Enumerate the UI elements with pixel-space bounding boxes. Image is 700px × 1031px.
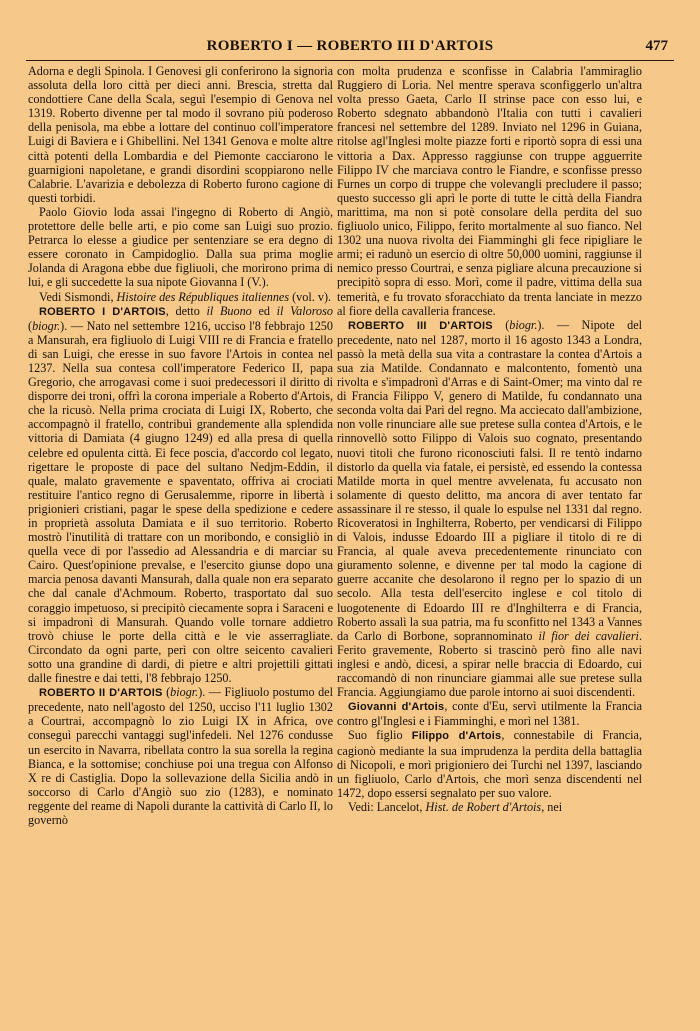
paragraph-paolo-giovio: Paolo Giovio loda assai l'ingegno di Roberto di Angiò, protettore delle belle arti, e pio come san Luigi suo prozio. Petrarca lo elesse a giudice per sentenziare se era degno di essere coronato in Campidoglio. Dalla sua prima moglie Jolanda di Aragona ebbe due figliuoli, che morirono prima di lui, e gli succedette la sua nipote Giovanna I (V.). <box>28 204 333 290</box>
person-name: Giovanni d'Artois <box>348 701 445 714</box>
entry-category: biogr. <box>509 317 538 332</box>
ref-text: , nei <box>541 799 563 814</box>
entry-heading: ROBERTO I D'ARTOIS <box>39 305 166 318</box>
entry-body: ). — Nato nel settembre 1216, ucciso l'8 febbrajo 1250 a Mansurah, era figliuolo di Luigi VIII re di Francia e fratello di san Luigi, che eresse in suo favore l'Artois in contea nel 1237. Nella sua contesa coll'imperatore Federico II, papa Gregorio, che arrogavasi come i suoi predecessori il diritto di disporre dei troni, offrì la corona imperiale a Roberto d'Artois, che la ricusò. Nella prima crociata di Luigi IX, Roberto, che accompagnò il fratello, contribuì grandemente alla splendida vittoria di Damiata (4 giugno 1249) ed alla presa di quella celebre ed opulenta città. Ei fece poscia, d'accordo col legato, rigettare le proposte di pace del sultano Nedjm-Eddin, il quale, malato gravemente e spaventato, offriva ai crociati restituire l'antico regno di Gerusalemme, riporre in libertà i prigionieri cristiani, pagar le spese della spedizione e cedere in proprietà assoluta Damiata e il suo territorio. Roberto mostrò l'inutilità di trattare con un moribondo, e consigliò in quella vece di por l'assedio ad Alessandria e di marciar su Cairo. Quest'opinione prevalse, e l'esercito giunse dopo una marcia penosa davanti Mansurah, dalla quale non era separato che dal canale d'Achmoum. Roberto, trasportato dal suo coraggio impetuoso, si precipitò ciecamente sopra i Saraceni e si impadronì di Mansurah. Quando volle tornare addietro trovò chiuse le porte della città e le vie asserragliate. Circondato da ogni parte, perì con oltre seicento cavalieri sotto una grandine di dardi, di pietre e altri projettili gittati dalle finestre e dai tetti, l'8 febbrajo 1250. <box>28 318 333 686</box>
entry-body: ). — Figliuolo postumo del precedente, nato nell'agosto del 1250, ucciso l'11 luglio 1302 a Courtrai, accompagnò lo zio Luigi IX in Africa, ove conseguì parecchi vantaggi sugl'infedeli. Nel 1276 condusse un esercito in Navarra, ribellata contro la sua sorella la regina Bianca, e la sottomise; conchiuse poi una tregua con Alfonso X re di Castiglia. Dopo la sollevazione della Sicilia andò in soccorso di Carlo d'Angiò suo zio (1283), e nominato reggente del reame di Napoli durante la cattività di Carlo II, lo governò <box>28 685 333 827</box>
entry-body: . Ferito gravemente, Roberto si trascinò però fino alle navi inglesi e andò, dicesi, a spirar nelle braccia di Edoardo, cui raccomandò di non rinunciare giammai alle sue pretese sulla Francia. Aggiungiamo due parole intorno ai suoi discendenti. <box>337 628 642 700</box>
entry-roberto-i-artois <box>28 304 333 686</box>
running-title: ROBERTO I — ROBERTO III D'ARTOIS <box>206 38 494 54</box>
entry-text: ( <box>28 318 33 333</box>
entry-body: ). — Nipote del precedente, nato nel 1287, morto il 16 agosto 1343 a Londra, passò la metà della sua vita a contrastare la contea d'Artois a sua zia Matilde. Condannato e malcontento, fomentò una rivolta e s'impadronì d'Arras e di Saint-Omer; ma vinto dal re di Francia Filippo V, genero di Matilde, fu condannato una seconda volta dai Pari del regno. Ma acciecato dall'ambizione, non volle rinunciare alle sue pretese sulla contea d'Artois, e le rinnovellò sotto Filippo di Valois suo cognato, presentando nuovi titoli che furono riconosciuti falsi. Il re tentò indarno distorlo da quella via fatale, ei persistè, ed essendo la contessa Matilde morta in quel mentre avvelenata, fu accusato non solamente di questo delitto, ma ancora di aver tentato far assassinare il re stesso, il quale lo espulse nel 1331 dal regno. Ricoveratosi in Inghilterra, Roberto, per vendicarsi di Filippo di Valois, indusse Edoardo III a pigliare il titolo di re di Francia, al quale aveva precedentemente rinunciato con giuramento solenne, e divenne per tal modo la cagione di guerre accanite che desolarono il regno per lo spazio di un secolo. Alla testa dell'esercito inglese e col titolo di luogotenente di Edoardo III re d'Inghilterra e di Francia, Roberto assalì la sua patria, ma fu sconfitto nel 1343 a Vannes da Carlo di Borbone, soprannominato <box>337 317 642 643</box>
entry-heading: ROBERTO III D'ARTOIS <box>348 319 493 332</box>
paragraph-text: , conte d'Eu, servì utilmente la Francia contro gl'Inglesi e i Fiamminghi, e morì nel 1381. <box>337 699 642 729</box>
ref-volume: (vol. v). <box>289 289 332 304</box>
ref-title: Hist. de Robert d'Artois <box>425 799 542 814</box>
entry-text: , detto <box>165 303 207 318</box>
entry-roberto-iii-artois <box>337 318 642 700</box>
ref-title: Histoire des Républiques italiennes <box>116 289 290 304</box>
entry-roberto-ii-artois <box>28 685 333 827</box>
entry-text: ed <box>251 303 277 318</box>
paragraph-giovanni-artois <box>337 699 642 728</box>
paragraph-roberto-ii-continued: con molta prudenza e sconfisse in Calabria l'ammiraglio Ruggiero di Loria. Nel mentre sperava sconfiggerlo un'altra volta presso Gaeta, Carlo II strinse pace con esso lui, e Roberto sdegnato abbandonò l'Italia con tutti i cavalieri francesi nel settembre del 1289. Inviato nel 1296 in Guiana, ritolse agl'Inglesi molte piazze forti e riportò sopra di essi una vittoria a Dax. Appresso raggiunse con truppe agguerrite Filippo IV che marciava contro le Fiandre, e sconfisse presso Furnes un corpo di truppe che volevangli precludere il passo; questo successo gli aprì le porte di tutte le città della Fiandra marittima, ma non si potè consolare della perdita del suo figliuolo unico, Filippo, ferito mortalmente al suo fianco. Nel 1302 una nuova rivolta dei Fiamminghi gli fece ripigliare le armi; ei radunò un esercio di oltre 50,000 uomini, raggiunse il nemico presso Courtrai, e senza pigliare alcuna precauzione si precipitò sopra di esso. Morì, come il padre, vittima della sua temerità, e fu trovato sforacchiato da trenta lanciate in mezzo al fiore della cavalleria francese. <box>337 64 642 318</box>
paragraph-text: Suo figlio <box>348 728 412 743</box>
paragraph-reference-sismondi <box>28 290 333 304</box>
paragraph-filippo-artois <box>337 728 642 799</box>
paragraph-reference-lancelot <box>337 800 642 814</box>
running-header <box>30 38 670 60</box>
entry-text: ( <box>492 317 510 332</box>
entry-epithet: il Valoroso <box>276 303 333 318</box>
header-rule <box>26 60 674 61</box>
paragraph-text: , connestabile di Francia, cagionò mediante la sua imprudenza la perdita della battaglia di Nicopoli, e morì prigioniero dei Turchi nel 1397, lasciando un figliuolo, Carlo d'Artois, che morì senza discendenti nel 1472, dopo essersi segnalato per suo valore. <box>337 728 642 800</box>
ref-text: Vedi Sismondi, <box>39 289 117 304</box>
person-name: Filippo d'Artois <box>411 730 502 743</box>
paragraph-roberto-i-continued: Adorna e degli Spinola. I Genovesi gli conferirono la signoria assoluta della loro città per dieci anni. Brescia, stretta dal condottiere Cane della Scala, seguì l'esempio di Genova nel 1319. Roberto divenne per tal modo il sovrano più poderoso della penisola, ma ebbe a lottare del continuo coll'imperatore Luigi di Baviera e i Ghibellini. Nel 1341 Genova e molte altre città potenti della Lombardia e del Piemonte cacciarono le guarnigioni napoletane, e grandi disordini scoppiarono nelle Calabrie. L'avarizia e debolezza di Roberto furono cagione di questi torbidi. <box>28 64 333 205</box>
right-column <box>337 64 642 1024</box>
entry-category: biogr. <box>170 685 199 700</box>
entry-epithet: il fior dei cavalieri <box>538 628 639 643</box>
entry-category: biogr. <box>32 318 61 333</box>
entry-text: ( <box>162 685 171 700</box>
left-column <box>28 64 333 1024</box>
entry-heading: ROBERTO II D'ARTOIS <box>39 687 163 700</box>
ref-text: Vedi: Lancelot, <box>348 799 426 814</box>
entry-epithet: il Buono <box>206 303 252 318</box>
page-number: 477 <box>645 38 668 54</box>
